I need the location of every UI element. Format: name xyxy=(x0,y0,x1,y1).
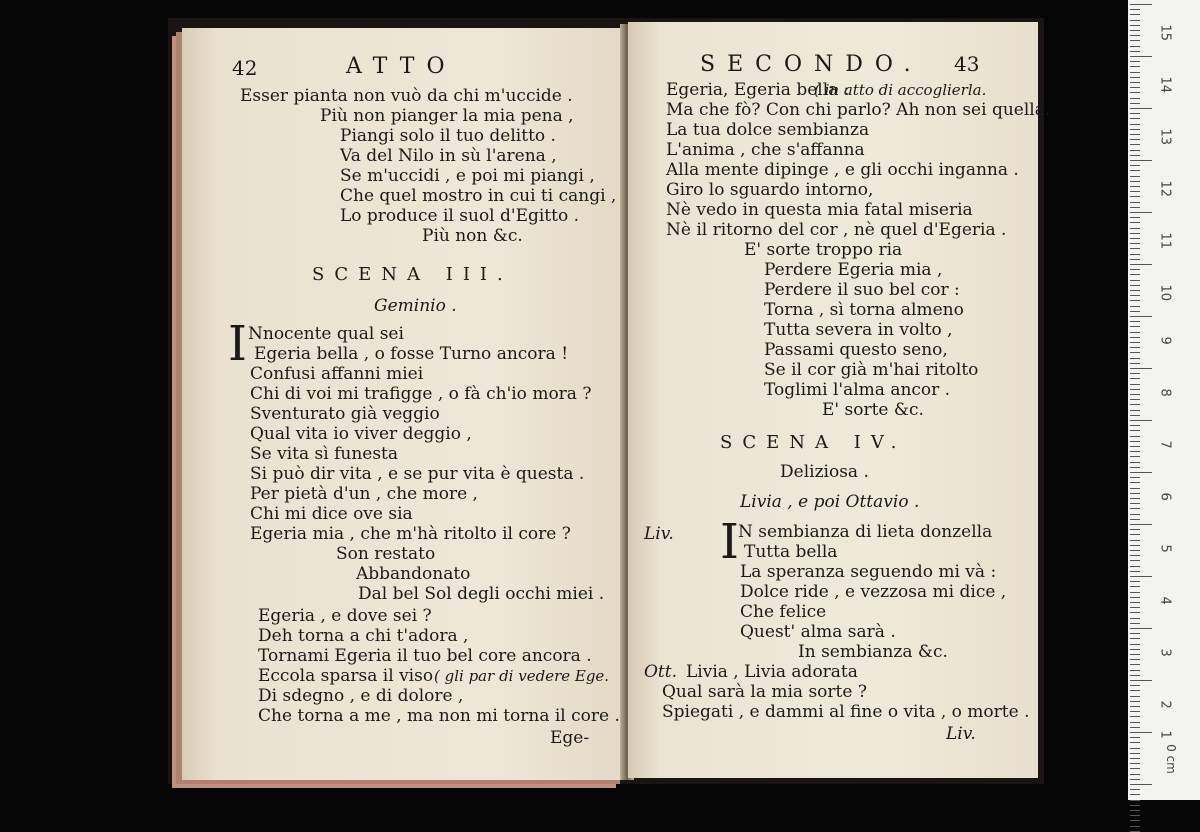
ruler-tick xyxy=(1130,753,1140,754)
drop-cap: I xyxy=(720,514,739,570)
ruler-tick xyxy=(1130,337,1140,338)
verse-line: N sembianza di lieta donzella xyxy=(738,522,993,542)
verse-line: Qual vita io viver deggio , xyxy=(250,424,472,444)
ruler-tick xyxy=(1130,498,1140,499)
ruler-tick xyxy=(1130,347,1140,348)
ruler-tick xyxy=(1130,124,1140,125)
verse-line: Tutta severa in volto , xyxy=(764,320,953,340)
ruler-tick xyxy=(1130,654,1140,655)
ruler-mark: 1 xyxy=(1157,730,1173,739)
drop-cap: I xyxy=(228,316,247,372)
ruler-tick xyxy=(1130,139,1140,140)
ruler-mark: 8 xyxy=(1157,388,1173,397)
ruler-tick xyxy=(1130,352,1140,353)
ruler-tick xyxy=(1130,113,1140,114)
verse-line: La tua dolce sembianza xyxy=(666,120,870,140)
ruler-tick xyxy=(1130,680,1152,681)
ruler-tick xyxy=(1130,644,1140,645)
ruler-tick xyxy=(1130,217,1140,218)
ruler-tick xyxy=(1130,181,1140,182)
ruler-tick xyxy=(1130,326,1140,327)
ruler-mark: 2 xyxy=(1157,700,1173,709)
verse-line: Più non pianger la mia pena , xyxy=(320,106,574,126)
ruler-tick xyxy=(1130,685,1140,686)
verse-line: Esser pianta non vuò da chi m'uccide . xyxy=(240,86,573,106)
ruler-tick xyxy=(1130,264,1152,265)
ruler-tick xyxy=(1130,373,1140,374)
ruler-tick xyxy=(1130,378,1140,379)
ruler-tick xyxy=(1130,722,1140,723)
ruler-tick xyxy=(1130,701,1140,702)
verse-line: Abbandonato xyxy=(356,564,471,584)
ruler-tick xyxy=(1130,566,1140,567)
ruler-tick xyxy=(1130,503,1140,504)
ruler-tick xyxy=(1130,46,1140,47)
ruler-tick xyxy=(1130,165,1140,166)
verse-line: Spiegati , e dammi al fine o vita , o morte . xyxy=(662,702,1030,722)
ruler-tick xyxy=(1130,212,1152,213)
ruler-tick xyxy=(1130,446,1140,447)
ruler-mark: 7 xyxy=(1157,440,1173,449)
ruler-tick xyxy=(1130,222,1140,223)
ruler-tick xyxy=(1130,560,1140,561)
ruler-tick xyxy=(1130,456,1140,457)
ruler-tick xyxy=(1130,259,1140,260)
verse-line: Passami questo seno, xyxy=(764,340,948,360)
ruler-tick xyxy=(1130,529,1140,530)
verse-line: E' sorte troppo ria xyxy=(744,240,903,260)
ruler-tick xyxy=(1130,103,1140,104)
ruler-tick xyxy=(1130,306,1140,307)
ruler-tick xyxy=(1130,233,1140,234)
ruler-tick xyxy=(1130,98,1140,99)
ruler-tick xyxy=(1130,727,1140,728)
ruler-tick xyxy=(1130,711,1140,712)
ruler-tick xyxy=(1130,597,1140,598)
ruler-tick xyxy=(1130,72,1140,73)
verse-line: Piangi solo il tuo delitto . xyxy=(340,126,556,146)
ruler-tick xyxy=(1130,742,1140,743)
ruler-tick xyxy=(1130,602,1140,603)
ruler-tick xyxy=(1130,155,1140,156)
verse-line: Son restato xyxy=(336,544,436,564)
ruler-tick xyxy=(1130,295,1140,296)
ruler-tick xyxy=(1130,550,1140,551)
right-running-head: SECONDO. xyxy=(700,52,923,77)
scene-location: Geminio . xyxy=(374,296,457,316)
ruler-tick xyxy=(1130,25,1140,26)
left-page-number: 42 xyxy=(232,56,258,80)
ruler-tick xyxy=(1130,826,1140,827)
verse-line: Livia , Livia adorata xyxy=(686,662,858,682)
verse-line: Per pietà d'un , che more , xyxy=(250,484,478,504)
ruler-tick xyxy=(1130,82,1140,83)
ruler-tick xyxy=(1130,9,1140,10)
catchword: Liv. xyxy=(946,724,976,744)
ruler-tick xyxy=(1130,748,1140,749)
right-page-number: 43 xyxy=(954,52,980,76)
ruler-tick xyxy=(1130,389,1140,390)
speaker-label: Liv. xyxy=(644,524,674,544)
verse-line: Se vita sì funesta xyxy=(250,444,399,464)
stage-direction: ( gli par di vedere Ege. xyxy=(434,667,610,685)
verse-line: Chi di voi mi trafigge , o fà ch'io mora ? xyxy=(250,384,592,404)
ruler-mark: 3 xyxy=(1157,648,1173,657)
ruler-mark: 12 xyxy=(1157,180,1173,198)
ruler-tick xyxy=(1130,342,1140,343)
ruler-tick xyxy=(1130,186,1140,187)
verse-line: Più non &c. xyxy=(422,226,523,246)
ruler-mark: 9 xyxy=(1157,336,1173,345)
ruler-tick xyxy=(1130,51,1140,52)
ruler-tick xyxy=(1130,191,1140,192)
verse-line: Qual sarà la mia sorte ? xyxy=(662,682,867,702)
verse-line: Toglimi l'alma ancor . xyxy=(764,380,951,400)
ruler-tick xyxy=(1130,30,1140,31)
measuring-ruler xyxy=(1128,0,1200,800)
verse-line: Egeria, Egeria bella : xyxy=(666,80,850,100)
verse-line: Perdere Egeria mia , xyxy=(764,260,943,280)
ruler-tick xyxy=(1130,170,1140,171)
ruler-tick xyxy=(1130,732,1152,733)
verse-line: Se m'uccidi , e poi mi piangi , xyxy=(340,166,595,186)
ruler-tick xyxy=(1130,534,1140,535)
ruler-tick xyxy=(1130,820,1140,821)
ruler-tick xyxy=(1130,321,1140,322)
ruler-tick xyxy=(1130,14,1140,15)
ruler-mark: 13 xyxy=(1157,128,1173,146)
ruler-tick xyxy=(1130,290,1140,291)
catchword: Ege- xyxy=(550,728,590,748)
ruler-tick xyxy=(1130,467,1140,468)
ruler-tick xyxy=(1130,399,1140,400)
ruler-tick xyxy=(1130,285,1140,286)
ruler-tick xyxy=(1130,524,1152,525)
ruler-tick xyxy=(1130,243,1140,244)
verse-line: In sembianza &c. xyxy=(798,642,948,662)
ruler-tick xyxy=(1130,519,1140,520)
ruler-tick xyxy=(1130,363,1140,364)
verse-line: Nnocente qual sei xyxy=(248,324,404,344)
verse-line: Sventurato già veggio xyxy=(250,404,440,424)
verse-line: Perdere il suo bel cor : xyxy=(764,280,960,300)
verse-line: La speranza seguendo mi và : xyxy=(740,562,997,582)
ruler-tick xyxy=(1130,176,1140,177)
ruler-tick xyxy=(1130,40,1140,41)
ruler-tick xyxy=(1130,384,1140,385)
verse-line: Chi mi dice ove sia xyxy=(250,504,413,524)
ruler-mark: 15 xyxy=(1157,24,1173,42)
ruler-tick xyxy=(1130,441,1140,442)
right-page xyxy=(628,22,1051,778)
ruler-tick xyxy=(1130,269,1140,270)
verse-line: Egeria , e dove sei ? xyxy=(258,606,432,626)
verse-line: Va del Nilo in sù l'arena , xyxy=(340,146,557,166)
ruler-tick xyxy=(1130,774,1140,775)
ruler-tick xyxy=(1130,571,1140,572)
ruler-tick xyxy=(1130,129,1140,130)
ruler-tick xyxy=(1130,482,1140,483)
verse-line: Torna , sì torna almeno xyxy=(764,300,964,320)
ruler-tick xyxy=(1130,430,1140,431)
left-page xyxy=(182,28,626,780)
ruler-tick xyxy=(1130,4,1152,5)
ruler-tick xyxy=(1130,472,1152,473)
scene-location: Deliziosa . xyxy=(780,462,869,482)
ruler-tick xyxy=(1130,607,1140,608)
verse-line: Che felice xyxy=(740,602,827,622)
verse-line: Nè vedo in questa mia fatal miseria xyxy=(666,200,973,220)
ruler-tick xyxy=(1130,20,1140,21)
ruler-tick xyxy=(1130,144,1140,145)
ruler-tick xyxy=(1130,404,1140,405)
verse-line: Quest' alma sarà . xyxy=(740,622,896,642)
ruler-tick xyxy=(1130,716,1140,717)
ruler-tick xyxy=(1130,436,1140,437)
ruler-tick xyxy=(1130,394,1140,395)
verse-line: Se il cor già m'hai ritolto xyxy=(764,360,979,380)
verse-line: Si può dir vita , e se pur vita è questa . xyxy=(250,464,585,484)
ruler-mark: 14 xyxy=(1157,76,1173,94)
ruler-tick xyxy=(1130,66,1140,67)
verse-line: Ma che fò? Con chi parlo? Ah non sei quella. xyxy=(666,100,1051,120)
verse-line: Eccola sparsa il viso xyxy=(258,666,434,686)
ruler-mark: 4 xyxy=(1157,596,1173,605)
ruler-tick xyxy=(1130,763,1140,764)
ruler-tick xyxy=(1130,794,1140,795)
ruler-tick xyxy=(1130,358,1140,359)
ruler-tick xyxy=(1130,462,1140,463)
ruler-tick xyxy=(1130,737,1140,738)
scene-title: SCENA III. xyxy=(312,264,513,285)
open-book xyxy=(168,18,1051,784)
verse-line: Tutta bella xyxy=(744,542,838,562)
ruler-tick xyxy=(1130,87,1140,88)
speaker-label: Ott. xyxy=(644,662,678,682)
ruler-tick xyxy=(1130,633,1140,634)
ruler-tick xyxy=(1130,202,1140,203)
ruler-tick xyxy=(1130,150,1140,151)
verse-line: Dolce ride , e vezzosa mi dice , xyxy=(740,582,1007,602)
verse-line: Alla mente dipinge , e gli occhi inganna . xyxy=(666,160,1019,180)
ruler-tick xyxy=(1130,415,1140,416)
left-running-head: ATTO xyxy=(346,54,457,79)
ruler-tick xyxy=(1130,586,1140,587)
ruler-tick xyxy=(1130,280,1140,281)
verse-line: Nè il ritorno del cor , nè quel d'Egeria . xyxy=(666,220,1007,240)
ruler-tick xyxy=(1130,784,1152,785)
ruler-tick xyxy=(1130,92,1140,93)
ruler-tick xyxy=(1130,612,1140,613)
ruler-tick xyxy=(1130,420,1152,421)
ruler-tick xyxy=(1130,61,1140,62)
ruler-tick xyxy=(1130,196,1140,197)
ruler-tick xyxy=(1130,493,1140,494)
verse-line: Deh torna a chi t'adora , xyxy=(258,626,469,646)
ruler-unit: 0 cm xyxy=(1163,744,1178,774)
ruler-tick xyxy=(1130,768,1140,769)
ruler-tick xyxy=(1130,451,1140,452)
ruler-tick xyxy=(1130,508,1140,509)
verse-line: Giro lo sguardo intorno, xyxy=(666,180,874,200)
ruler-tick xyxy=(1130,477,1140,478)
ruler-tick xyxy=(1130,670,1140,671)
ruler-tick xyxy=(1130,274,1140,275)
ruler-tick xyxy=(1130,706,1140,707)
ruler-tick xyxy=(1130,696,1140,697)
ruler-tick xyxy=(1130,410,1140,411)
ruler-tick xyxy=(1130,56,1152,57)
verse-line: Confusi affanni miei xyxy=(250,364,424,384)
ruler-tick xyxy=(1130,160,1152,161)
verse-line: Lo produce il suol d'Egitto . xyxy=(340,206,580,226)
verse-line: Egeria bella , o fosse Turno ancora ! xyxy=(254,344,569,364)
ruler-tick xyxy=(1130,316,1152,317)
ruler-tick xyxy=(1130,555,1140,556)
verse-line: Egeria mia , che m'hà ritolto il core ? xyxy=(250,524,571,544)
ruler-tick xyxy=(1130,664,1140,665)
ruler-tick xyxy=(1130,488,1140,489)
ruler-tick xyxy=(1130,368,1152,369)
stage-direction: ( in atto di accoglierla. xyxy=(814,81,987,99)
verse-line: L'anima , che s'affanna xyxy=(666,140,865,160)
scene-characters: Livia , e poi Ottavio . xyxy=(740,492,920,512)
ruler-tick xyxy=(1130,238,1140,239)
verse-line: Tornami Egeria il tuo bel core ancora . xyxy=(258,646,592,666)
ruler-tick xyxy=(1130,758,1140,759)
ruler-tick xyxy=(1130,805,1140,806)
ruler-tick xyxy=(1130,638,1140,639)
ruler-tick xyxy=(1130,649,1140,650)
ruler-tick xyxy=(1130,659,1140,660)
ruler-tick xyxy=(1130,425,1140,426)
ruler-tick xyxy=(1130,810,1140,811)
ruler-mark: 6 xyxy=(1157,492,1173,501)
ruler-tick xyxy=(1130,576,1152,577)
ruler-tick xyxy=(1130,207,1140,208)
ruler-mark: 5 xyxy=(1157,544,1173,553)
ruler-tick xyxy=(1130,35,1140,36)
ruler-tick xyxy=(1130,592,1140,593)
ruler-tick xyxy=(1130,779,1140,780)
ruler-tick xyxy=(1130,254,1140,255)
ruler-tick xyxy=(1130,628,1152,629)
verse-line: E' sorte &c. xyxy=(822,400,924,420)
ruler-tick xyxy=(1130,134,1140,135)
ruler-tick xyxy=(1130,540,1140,541)
verse-line: Che torna a me , ma non mi torna il core . xyxy=(258,706,620,726)
ruler-tick xyxy=(1130,815,1140,816)
ruler-tick xyxy=(1130,300,1140,301)
ruler-tick xyxy=(1130,228,1140,229)
ruler-mark: 11 xyxy=(1157,232,1173,250)
ruler-tick xyxy=(1130,545,1140,546)
ruler-tick xyxy=(1130,108,1152,109)
ruler-mark: 10 xyxy=(1157,284,1173,302)
ruler-tick xyxy=(1130,690,1140,691)
ruler-tick xyxy=(1130,118,1140,119)
ruler-tick xyxy=(1130,623,1140,624)
verse-line: Che quel mostro in cui ti cangi , xyxy=(340,186,617,206)
verse-line: Di sdegno , e di dolore , xyxy=(258,686,464,706)
verse-line: Dal bel Sol degli occhi miei . xyxy=(358,584,605,604)
scene-title: SCENA IV. xyxy=(720,432,907,453)
ruler-tick xyxy=(1130,618,1140,619)
ruler-tick xyxy=(1130,581,1140,582)
ruler-tick xyxy=(1130,514,1140,515)
ruler-tick xyxy=(1130,675,1140,676)
ruler-tick xyxy=(1130,311,1140,312)
ruler-tick xyxy=(1130,332,1140,333)
ruler-tick xyxy=(1130,789,1140,790)
ruler-tick xyxy=(1130,248,1140,249)
ruler-tick xyxy=(1130,77,1140,78)
